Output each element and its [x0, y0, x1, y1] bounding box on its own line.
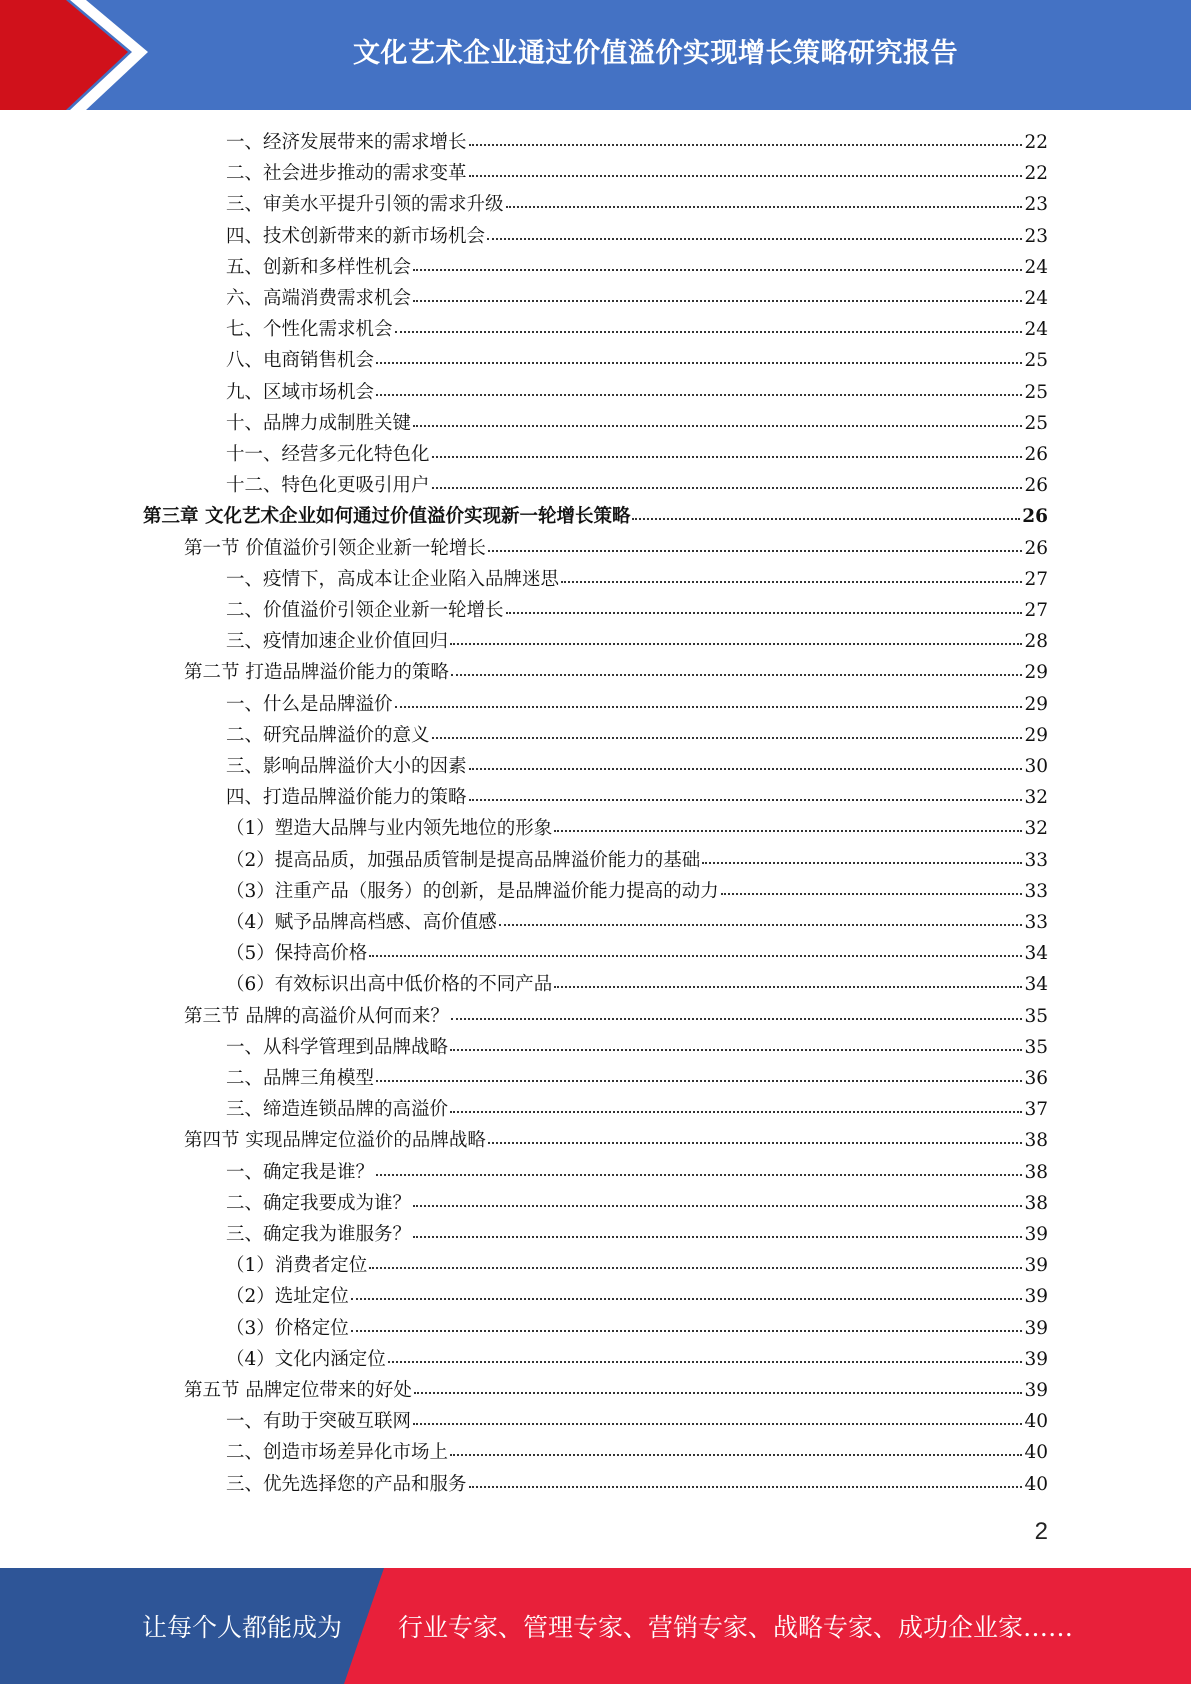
toc-entry-page: 39: [1024, 1224, 1048, 1245]
toc-entry[interactable]: [226, 845, 1048, 876]
toc-entry-title: 二、创造市场差异化市场上: [226, 1442, 449, 1464]
toc-entry-page: 34: [1024, 943, 1048, 965]
toc-entry-page: 39: [1024, 1380, 1048, 1401]
page-header: [0, 0, 1191, 110]
toc-dot-leader: [721, 893, 1023, 895]
toc-entry-title: （6）有效标识出高中低价格的不同产品: [226, 974, 553, 996]
toc-dot-leader: [432, 456, 1023, 458]
toc-dot-leader: [376, 1174, 1022, 1176]
toc-dot-leader: [369, 955, 1022, 957]
toc-entry[interactable]: [226, 252, 1048, 283]
toc-entry[interactable]: [226, 221, 1048, 252]
toc-entry-title: 第三节 品牌的高溢价从何而来？: [184, 1005, 449, 1027]
toc-entry-title: 第二节 打造品牌溢价能力的策略: [184, 662, 449, 684]
toc-entry-title: （1）消费者定位: [226, 1255, 368, 1277]
toc-entry-page: 39: [1024, 1317, 1048, 1339]
toc-dot-leader: [469, 799, 1023, 801]
toc-entry-title: 二、价值溢价引领企业新一轮增长: [226, 600, 504, 621]
toc-entry-page: 27: [1024, 600, 1048, 621]
toc-entry-page: 28: [1024, 631, 1048, 653]
toc-entry-title: 十、品牌力成制胜关键: [226, 412, 412, 434]
toc-entry-page: 33: [1024, 849, 1048, 871]
toc-entry-title: （5）保持高价格: [226, 943, 368, 965]
toc-entry-page: 34: [1024, 974, 1048, 996]
toc-dot-leader: [432, 487, 1023, 489]
toc-entry-title: 三、影响品牌溢价大小的因素: [226, 756, 467, 777]
toc-entry[interactable]: [184, 1375, 1048, 1406]
toc-entry-title: 三、缔造连锁品牌的高溢价: [226, 1099, 449, 1121]
toc-entry-page: 29: [1024, 693, 1048, 715]
toc-entry[interactable]: [226, 782, 1048, 813]
toc-entry-title: 二、社会进步推动的需求变革: [226, 163, 467, 185]
toc-entry[interactable]: [226, 564, 1048, 595]
toc-entry-title: 第五节 品牌定位带来的好处: [184, 1380, 412, 1401]
toc-dot-leader: [395, 331, 1023, 333]
header-arrow-decoration: [0, 0, 170, 110]
toc-entry[interactable]: [226, 876, 1048, 907]
toc-entry[interactable]: [226, 689, 1048, 720]
toc-dot-leader: [702, 862, 1022, 864]
toc-dot-leader: [487, 238, 1022, 240]
toc-entry-title: 二、品牌三角模型: [226, 1068, 375, 1089]
toc-entry-page: 24: [1024, 319, 1048, 341]
toc-entry[interactable]: [226, 1063, 1048, 1094]
toc-entry[interactable]: [184, 657, 1048, 688]
toc-entry-page: 40: [1024, 1473, 1048, 1495]
toc-entry-page: 26: [1022, 506, 1048, 528]
toc-dot-leader: [554, 986, 1022, 988]
toc-entry-page: 36: [1024, 1068, 1048, 1089]
toc-dot-leader: [499, 924, 1023, 926]
toc-dot-leader: [506, 206, 1023, 208]
toc-dot-leader: [554, 830, 1022, 832]
toc-entry-page: 38: [1024, 1161, 1048, 1183]
toc-entry-title: 八、电商销售机会: [226, 350, 375, 372]
toc-entry-page: 22: [1024, 132, 1048, 153]
toc-entry[interactable]: [226, 1094, 1048, 1125]
toc-entry-title: 一、什么是品牌溢价: [226, 693, 393, 715]
toc-entry[interactable]: [184, 1125, 1048, 1156]
toc-entry-title: 三、审美水平提升引领的需求升级: [226, 194, 504, 216]
toc-entry-title: （4）文化内涵定位: [226, 1348, 386, 1370]
toc-entry[interactable]: [226, 1032, 1048, 1063]
toc-dot-leader: [450, 643, 1022, 645]
toc-entry-page: 39: [1024, 1286, 1048, 1308]
toc-dot-leader: [488, 550, 1023, 552]
toc-entry-page: 33: [1024, 880, 1048, 902]
toc-entry[interactable]: [226, 595, 1048, 626]
toc-entry-title: （1）塑造大品牌与业内领先地位的形象: [226, 818, 553, 840]
toc-entry[interactable]: [226, 439, 1048, 470]
toc-dot-leader: [506, 612, 1023, 614]
toc-entry-page: 25: [1024, 381, 1048, 403]
toc-entry-title: 四、技术创新带来的新市场机会: [226, 225, 486, 247]
toc-dot-leader: [413, 425, 1022, 427]
toc-entry[interactable]: [184, 533, 1048, 564]
toc-entry[interactable]: [226, 1188, 1048, 1219]
toc-entry[interactable]: [226, 907, 1048, 938]
toc-entry[interactable]: [184, 1001, 1048, 1032]
toc-entry-title: （4）赋予品牌高档感、高价值感: [226, 912, 497, 933]
toc-entry-page: 25: [1024, 412, 1048, 434]
toc-entry-title: 九、区域市场机会: [226, 381, 375, 403]
toc-entry-title: 二、研究品牌溢价的意义: [226, 724, 430, 746]
toc-entry-title: （3）注重产品（服务）的创新，是品牌溢价能力提高的动力: [226, 880, 719, 902]
toc-entry-title: 六、高端消费需求机会: [226, 288, 412, 309]
toc-entry-page: 37: [1024, 1099, 1048, 1121]
toc-entry-title: 五、创新和多样性机会: [226, 256, 412, 278]
toc-entry-page: 27: [1024, 568, 1048, 590]
toc-entry-page: 40: [1024, 1411, 1048, 1433]
toc-entry-page: 24: [1024, 288, 1048, 309]
toc-entry-page: 26: [1024, 444, 1048, 465]
toc-entry[interactable]: [226, 626, 1048, 657]
toc-dot-leader: [451, 1018, 1023, 1020]
toc-entry[interactable]: [226, 1157, 1048, 1188]
toc-dot-leader: [450, 1111, 1022, 1113]
toc-entry-page: 26: [1024, 537, 1048, 559]
toc-entry-title: 一、疫情下，高成本让企业陷入品牌迷思: [226, 568, 560, 590]
toc-entry-page: 39: [1024, 1255, 1048, 1277]
toc-dot-leader: [488, 1142, 1023, 1144]
toc-entry-page: 23: [1024, 194, 1048, 216]
toc-dot-leader: [413, 269, 1022, 271]
toc-entry[interactable]: [226, 189, 1048, 220]
toc-entry-page: 25: [1024, 350, 1048, 372]
toc-entry[interactable]: [226, 408, 1048, 439]
toc-entry[interactable]: [226, 127, 1048, 158]
toc-entry-title: （2）提高品质，加强品质管制是提高品牌溢价能力的基础: [226, 849, 701, 871]
toc-entry-page: 35: [1024, 1005, 1048, 1027]
toc-entry-title: 一、有助于突破互联网: [226, 1411, 412, 1433]
toc-entry-title: 第四节 实现品牌定位溢价的品牌战略: [184, 1130, 486, 1152]
toc-entry-page: 33: [1024, 912, 1048, 933]
toc-dot-leader: [351, 1330, 1023, 1332]
toc-entry-page: 23: [1024, 225, 1048, 247]
toc-dot-leader: [469, 175, 1023, 177]
report-title: 文化艺术企业通过价值溢价实现增长策略研究报告: [353, 37, 958, 69]
toc-entry-page: 29: [1024, 662, 1048, 684]
toc-entry[interactable]: [226, 470, 1048, 501]
toc-entry-page: 30: [1024, 756, 1048, 777]
toc-entry-title: （2）选址定位: [226, 1286, 349, 1308]
toc-dot-leader: [450, 1049, 1022, 1051]
toc-dot-leader: [413, 300, 1022, 302]
toc-dot-leader: [376, 362, 1022, 364]
toc-entry-title: 七、个性化需求机会: [226, 319, 393, 341]
toc-entry[interactable]: [226, 1219, 1048, 1250]
toc-entry[interactable]: [226, 283, 1048, 314]
toc-entry-title: 三、疫情加速企业价值回归: [226, 631, 449, 653]
toc-entry-title: 一、从科学管理到品牌战略: [226, 1036, 449, 1058]
toc-dot-leader: [388, 1361, 1023, 1363]
toc-entry-title: 十一、经营多元化特色化: [226, 444, 430, 465]
toc-entry[interactable]: [143, 501, 1048, 532]
toc-dot-leader: [469, 1486, 1023, 1488]
toc-entry-title: 二、确定我要成为谁？: [226, 1192, 412, 1214]
toc-entry[interactable]: [226, 813, 1048, 844]
toc-entry-title: 一、经济发展带来的需求增长: [226, 132, 467, 153]
toc-entry[interactable]: [226, 1469, 1048, 1500]
toc-entry-page: 32: [1024, 787, 1048, 809]
toc-entry-title: 三、确定我为谁服务？: [226, 1224, 412, 1245]
toc-entry[interactable]: [226, 751, 1048, 782]
toc-entry-title: 四、打造品牌溢价能力的策略: [226, 787, 467, 809]
toc-dot-leader: [414, 1392, 1023, 1394]
toc-entry-page: 32: [1024, 818, 1048, 840]
toc-entry-page: 38: [1024, 1192, 1048, 1214]
toc-dot-leader: [351, 1298, 1023, 1300]
toc-entry-title: 第三章 文化艺术企业如何通过价值溢价实现新一轮增长策略: [143, 506, 631, 528]
toc-dot-leader: [632, 518, 1020, 520]
toc-entry-page: 39: [1024, 1348, 1048, 1370]
toc-entry-page: 38: [1024, 1130, 1048, 1152]
toc-entry-title: 一、确定我是谁？: [226, 1161, 375, 1183]
page-footer: [0, 1568, 1191, 1684]
toc-dot-leader: [432, 737, 1023, 739]
toc-entry[interactable]: [226, 1406, 1048, 1437]
toc-entry-page: 22: [1024, 163, 1048, 185]
toc-dot-leader: [469, 768, 1023, 770]
toc-entry[interactable]: [226, 1281, 1048, 1312]
toc-dot-leader: [376, 394, 1022, 396]
toc-entry-title: 第一节 价值溢价引领企业新一轮增长: [184, 537, 486, 559]
page-number: 2: [1034, 1518, 1048, 1545]
footer-slogan-left: 让每个人都能成为: [142, 1613, 343, 1642]
toc-entry-page: 24: [1024, 256, 1048, 278]
toc-entry[interactable]: [226, 938, 1048, 969]
toc-dot-leader: [395, 706, 1023, 708]
toc-entry-page: 40: [1024, 1442, 1048, 1464]
toc-dot-leader: [561, 581, 1022, 583]
toc-entry[interactable]: [226, 1313, 1048, 1344]
toc-entry-page: 26: [1024, 475, 1048, 497]
toc-dot-leader: [413, 1205, 1022, 1207]
footer-slogan-right: 行业专家、管理专家、营销专家、战略专家、成功企业家……: [398, 1613, 1074, 1642]
toc-entry[interactable]: [226, 377, 1048, 408]
toc-dot-leader: [376, 1080, 1022, 1082]
toc-dot-leader: [369, 1267, 1022, 1269]
toc-entry[interactable]: [226, 1250, 1048, 1281]
toc-entry[interactable]: [226, 345, 1048, 376]
toc-entry[interactable]: [226, 1437, 1048, 1468]
toc-entry[interactable]: [226, 1344, 1048, 1375]
toc-dot-leader: [413, 1423, 1022, 1425]
toc-entry[interactable]: [226, 969, 1048, 1000]
toc-dot-leader: [450, 1454, 1022, 1456]
toc-entry[interactable]: [226, 314, 1048, 345]
toc-entry-page: 29: [1024, 724, 1048, 746]
toc-entry-title: （3）价格定位: [226, 1317, 349, 1339]
toc-dot-leader: [413, 1236, 1022, 1238]
toc-entry[interactable]: [226, 720, 1048, 751]
toc-dot-leader: [469, 144, 1023, 146]
toc-entry-title: 三、优先选择您的产品和服务: [226, 1473, 467, 1495]
toc-entry[interactable]: [226, 158, 1048, 189]
toc-dot-leader: [451, 674, 1023, 676]
toc-entry-title: 十二、特色化更吸引用户: [226, 475, 430, 497]
toc-entry-page: 35: [1024, 1036, 1048, 1058]
